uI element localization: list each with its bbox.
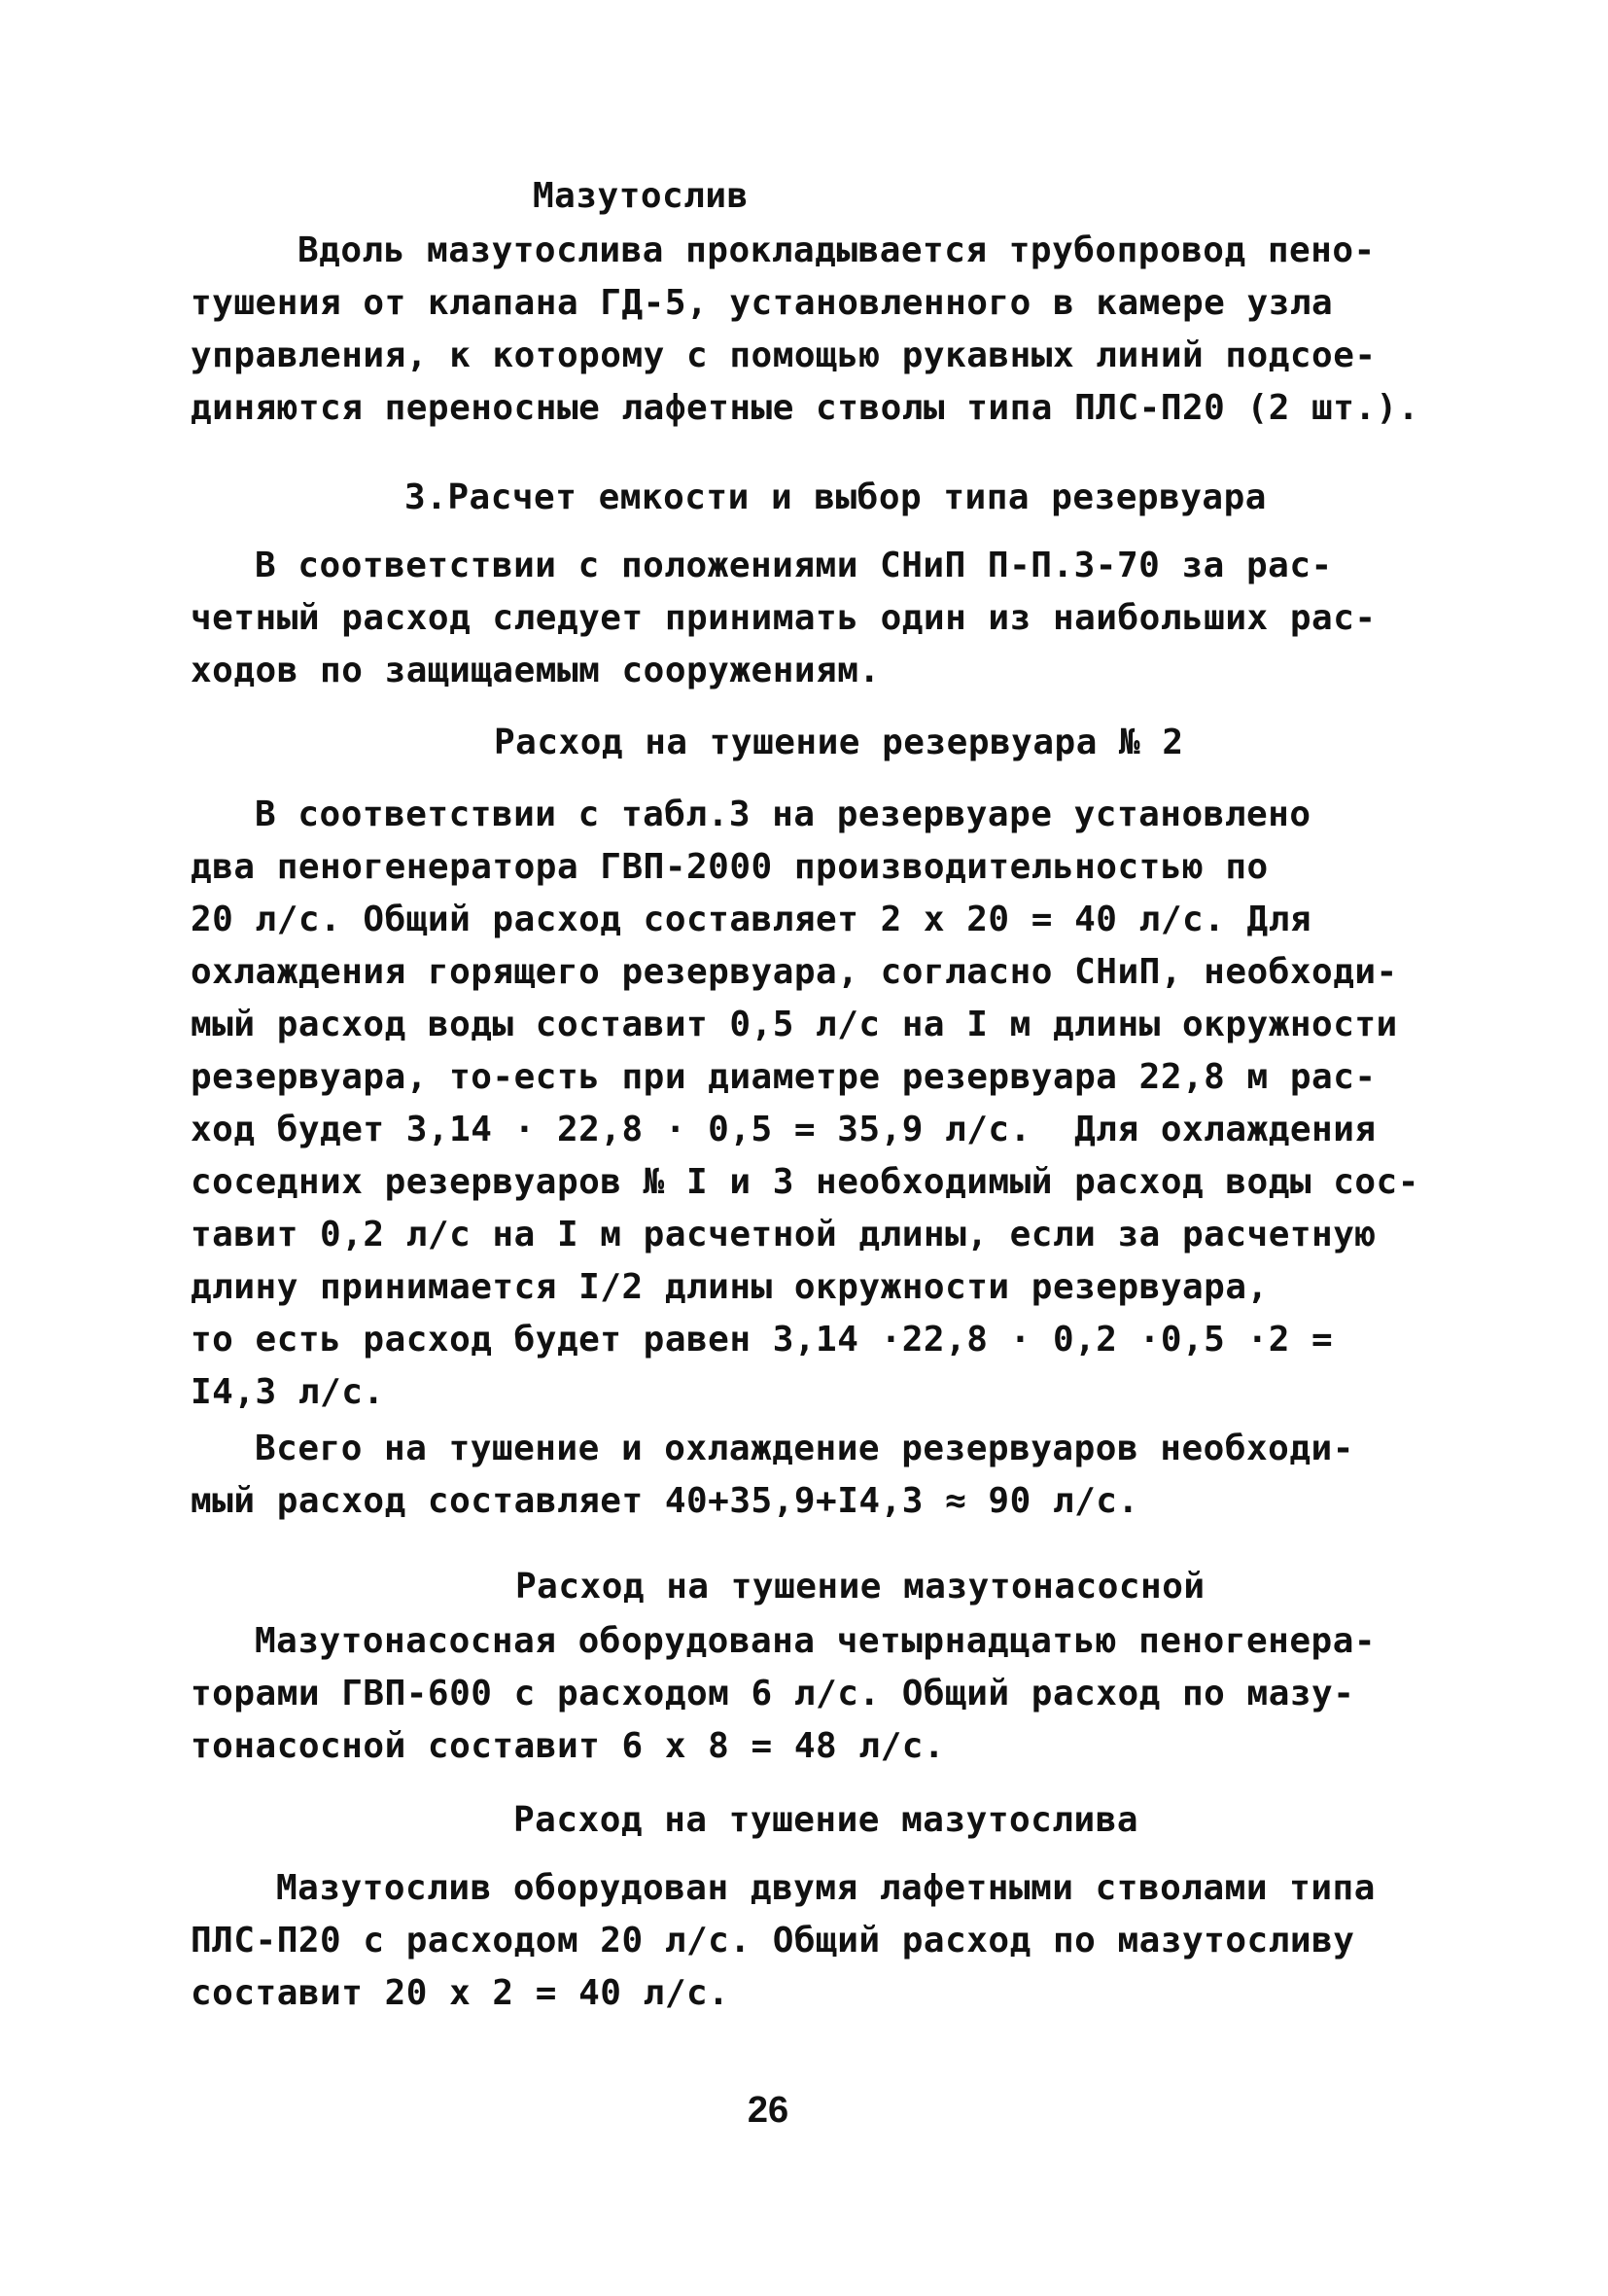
paragraph-line: составит 20 х 2 = 40 л/с. <box>191 1973 730 2013</box>
paragraph-line: В соответствии с табл.3 на резервуаре установлено <box>255 795 1311 834</box>
paragraph-line: диняются переносные лафетные стволы типа ПЛС-П20 (2 шт.). <box>191 388 1419 428</box>
paragraph-line: управления, к которому с помощью рукавных линий подсое- <box>191 336 1377 375</box>
paragraph-line: Мазутонасосная оборудована четырнадцатью пеногенера- <box>255 1621 1377 1661</box>
paragraph-line: длину принимается I/2 длины окружности резервуара, <box>191 1267 1269 1307</box>
paragraph-line: тавит 0,2 л/с на I м расчетной длины, если за расчетную <box>191 1215 1377 1254</box>
section-title-mazutosliv: Мазутослив <box>533 176 749 216</box>
section-title-tank: Расход на тушение резервуара № 2 <box>494 723 1184 762</box>
paragraph-line: Всего на тушение и охлаждение резервуаров необходи- <box>255 1429 1354 1468</box>
section-title-calculation: 3.Расчет емкости и выбор типа резервуара <box>404 477 1267 517</box>
paragraph-line: то есть расход будет равен 3,14 ·22,8 · 0,2 ·0,5 ·2 = <box>191 1320 1334 1360</box>
paragraph-line: I4,3 л/с. <box>191 1372 385 1412</box>
section-title-pump-station: Расход на тушение мазутонасосной <box>515 1567 1206 1607</box>
page-number: 26 <box>747 2090 789 2131</box>
paragraph-line: тонасосной составит 6 х 8 = 48 л/с. <box>191 1726 946 1766</box>
paragraph-line: ПЛС-П20 с расходом 20 л/с. Общий расход по мазутосливу <box>191 1921 1355 1960</box>
paragraph-line: В соответствии с положениями СНиП П-П.3-70 за рас- <box>255 546 1333 585</box>
paragraph-line: охлаждения горящего резервуара, согласно СНиП, необходи- <box>191 952 1398 992</box>
paragraph-line: 20 л/с. Общий расход составляет 2 х 20 = 40 л/с. Для <box>191 900 1312 939</box>
paragraph-line: мый расход воды составит 0,5 л/с на I м длины окружности <box>191 1005 1398 1044</box>
paragraph-line: резервуара, то-есть при диаметре резервуара 22,8 м рас- <box>191 1057 1377 1097</box>
paragraph-line: мый расход составляет 40+35,9+I4,3 ≈ 90 л/с. <box>191 1481 1139 1521</box>
paragraph-line: соседних резервуаров № I и 3 необходимый расход воды сос- <box>191 1162 1419 1202</box>
paragraph-line: четный расход следует принимать один из наибольших рас- <box>191 598 1377 638</box>
paragraph-line: торами ГВП-600 с расходом 6 л/с. Общий расход по мазу- <box>191 1674 1355 1713</box>
paragraph-line: Мазутослив оборудован двумя лафетными стволами типа <box>276 1868 1376 1908</box>
paragraph-line: два пеногенератора ГВП-2000 производительностью по <box>191 847 1269 887</box>
paragraph-line: тушения от клапана ГД-5, установленного в камере узла <box>191 283 1334 323</box>
paragraph-line: ход будет 3,14 · 22,8 · 0,5 = 35,9 л/с. Для охлаждения <box>191 1110 1377 1149</box>
section-title-drain: Расход на тушение мазутослива <box>513 1800 1139 1840</box>
paragraph-line: ходов по защищаемым сооружениям. <box>191 651 881 690</box>
paragraph-line: Вдоль мазутослива прокладывается трубопровод пено- <box>297 230 1376 270</box>
